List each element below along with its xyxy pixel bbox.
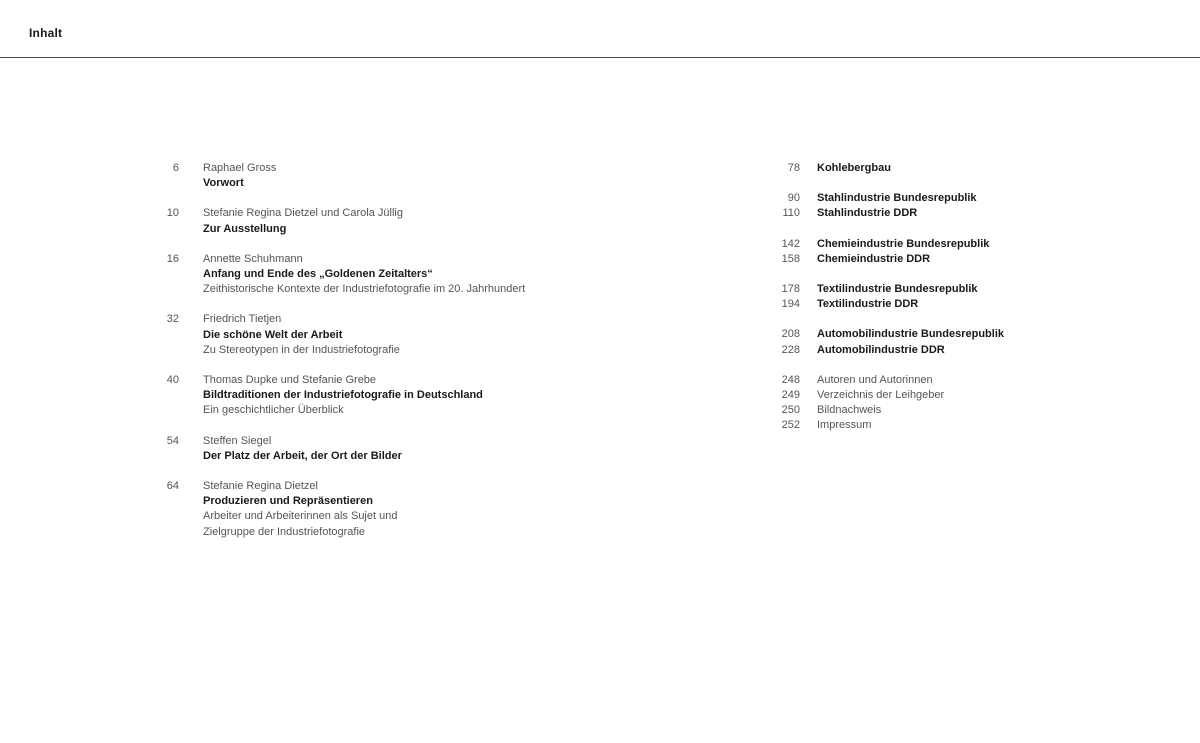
page-number: 40 — [166, 374, 179, 387]
entry-title: Textilindustrie DDR — [817, 298, 919, 311]
toc-entry[interactable] — [764, 418, 1144, 433]
entry-title: Produzieren und Repräsentieren — [203, 495, 373, 508]
page-number: 158 — [781, 252, 800, 265]
entry-title: Bildtraditionen der Industriefotografie in Deutschland — [203, 389, 483, 402]
toc-group — [764, 191, 1144, 221]
toc-entry[interactable] — [150, 252, 620, 298]
entry-title: Die schöne Welt der Arbeit — [203, 328, 343, 341]
toc-entry[interactable] — [764, 343, 1144, 358]
entry-title: Automobilindustrie Bundesrepublik — [817, 328, 1005, 341]
toc-entry[interactable] — [150, 206, 620, 236]
entry-author: Annette Schuhmann — [203, 252, 303, 265]
entry-author: Steffen Siegel — [203, 434, 272, 447]
entry-title: Kohlebergbau — [817, 162, 891, 174]
entry-subtitle: Zeithistorische Kontexte der Industriefotografie im 20. Jahrhundert — [203, 283, 526, 296]
toc-entry[interactable] — [764, 373, 1144, 388]
page-number: 78 — [787, 162, 800, 174]
page-number: 64 — [166, 480, 179, 493]
page-number: 110 — [782, 207, 800, 220]
entry-title: Anfang und Ende des „Goldenen Zeitalters“ — [203, 268, 433, 281]
entry-title: Stahlindustrie Bundesrepublik — [817, 192, 977, 205]
entry-title: Chemieindustrie DDR — [817, 252, 931, 265]
toc-entry[interactable] — [764, 237, 1144, 252]
page-number: 252 — [781, 419, 800, 432]
entry-title: Vorwort — [203, 177, 244, 190]
toc-entry[interactable] — [764, 206, 1144, 221]
toc-entry[interactable] — [764, 161, 1144, 176]
toc-entry[interactable] — [764, 403, 1144, 418]
toc-group — [764, 237, 1144, 267]
page-number: 10 — [166, 207, 179, 220]
entry-author: Friedrich Tietjen — [203, 313, 282, 326]
page-title: Inhalt — [29, 26, 63, 40]
entry-subtitle: Zielgruppe der Industriefotografie — [203, 525, 366, 538]
page-number: 208 — [781, 328, 800, 341]
entry-subtitle: Arbeiter und Arbeiterinnen als Sujet und — [203, 510, 398, 523]
toc-entry[interactable] — [764, 191, 1144, 206]
page-number: 248 — [781, 373, 800, 386]
page-number: 90 — [787, 192, 800, 205]
page-number: 178 — [781, 283, 800, 296]
toc-entry[interactable] — [764, 282, 1144, 297]
entry-subtitle: Ein geschichtlicher Überblick — [203, 404, 344, 417]
toc-entry[interactable] — [764, 297, 1144, 312]
toc-entry[interactable] — [150, 373, 620, 419]
toc-entry[interactable] — [150, 312, 620, 358]
toc-entry[interactable] — [150, 161, 620, 191]
toc-left-column — [150, 161, 620, 555]
entry-title: Textilindustrie Bundesrepublik — [817, 283, 978, 296]
page-number: 142 — [781, 237, 800, 250]
entry-title: Automobilindustrie DDR — [817, 343, 945, 356]
page-number: 32 — [166, 313, 179, 326]
toc-entry[interactable] — [150, 434, 620, 464]
entry-title: Der Platz der Arbeit, der Ort der Bilder — [203, 449, 402, 462]
entry-title: Bildnachweis — [817, 404, 882, 417]
toc-entry[interactable] — [150, 479, 620, 540]
entry-subtitle: Zu Stereotypen in der Industriefotografie — [203, 343, 400, 356]
page-number: 249 — [781, 389, 800, 402]
entry-title: Impressum — [817, 419, 872, 432]
entry-author: Stefanie Regina Dietzel — [203, 480, 318, 493]
header-divider — [0, 57, 1200, 58]
entry-author: Raphael Gross — [203, 162, 277, 174]
page-number: 250 — [781, 404, 800, 417]
toc-right-column — [764, 161, 1144, 449]
toc-entry[interactable] — [764, 388, 1144, 403]
entry-author: Stefanie Regina Dietzel und Carola Jüllig — [203, 207, 403, 220]
toc-group — [764, 327, 1144, 357]
page-number: 6 — [172, 162, 179, 174]
entry-title: Zur Ausstellung — [203, 222, 287, 235]
entry-title: Stahlindustrie DDR — [817, 207, 918, 220]
toc-group — [764, 161, 1144, 176]
toc-entry[interactable] — [764, 327, 1144, 342]
toc-group — [764, 373, 1144, 434]
page-number: 228 — [781, 343, 800, 356]
toc-entry[interactable] — [764, 252, 1144, 267]
entry-title: Chemieindustrie Bundesrepublik — [817, 237, 990, 250]
toc-group — [764, 282, 1144, 312]
entry-author: Thomas Dupke und Stefanie Grebe — [203, 374, 377, 387]
page-number: 16 — [166, 252, 179, 265]
page-number: 194 — [781, 298, 800, 311]
entry-title: Autoren und Autorinnen — [817, 373, 933, 386]
entry-title: Verzeichnis der Leihgeber — [817, 389, 945, 402]
page-number: 54 — [166, 434, 179, 447]
